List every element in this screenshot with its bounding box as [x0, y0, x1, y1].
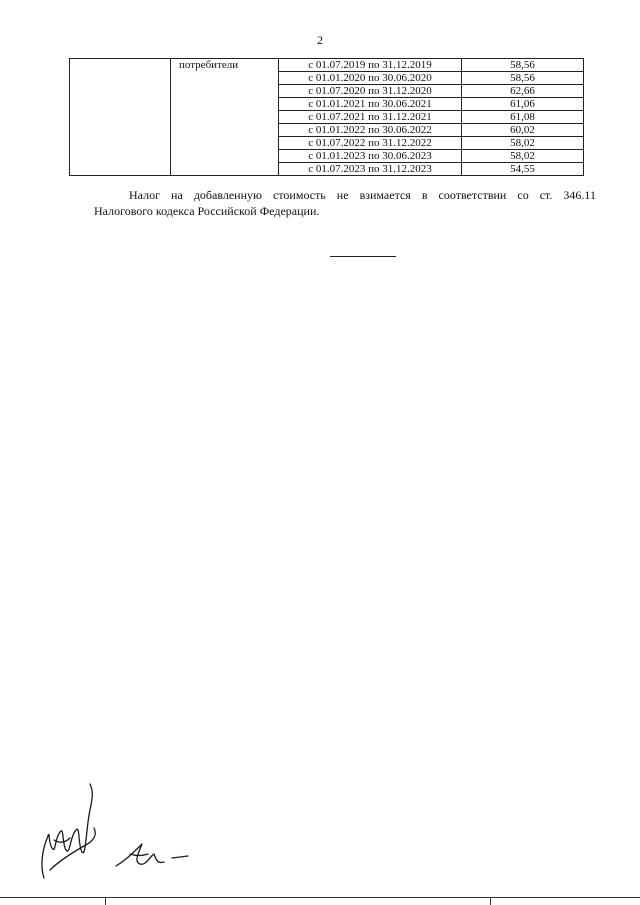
tariff-value-cell: 61,08 — [462, 111, 584, 124]
vat-note-line-1: Налог на добавленную стоимость не взимается в соответствии со ст. 346.11 — [129, 188, 596, 202]
empty-cell — [70, 59, 171, 176]
period-cell: с 01.07.2022 по 31.12.2022 — [279, 137, 462, 150]
vat-note — [94, 187, 596, 219]
tariff-value-cell: 62,66 — [462, 85, 584, 98]
tariff-value-cell: 58,02 — [462, 137, 584, 150]
tariff-value-cell: 61,06 — [462, 98, 584, 111]
separator-line — [330, 256, 396, 257]
period-cell: с 01.01.2020 по 30.06.2020 — [279, 72, 462, 85]
period-cell: с 01.07.2019 по 31.12.2019 — [279, 59, 462, 72]
consumer-group-cell: потребители — [171, 59, 279, 176]
tariff-table — [69, 58, 584, 176]
tariff-value-cell: 60,02 — [462, 124, 584, 137]
period-cell: с 01.07.2020 по 31.12.2020 — [279, 85, 462, 98]
tariff-table-body — [70, 59, 584, 176]
tariff-value-cell: 58,56 — [462, 72, 584, 85]
period-cell: с 01.01.2023 по 30.06.2023 — [279, 150, 462, 163]
vat-note-line-2: Налогового кодекса Российской Федерации. — [94, 204, 320, 218]
period-cell: с 01.07.2023 по 31.12.2023 — [279, 163, 462, 176]
footer-tick — [105, 897, 106, 905]
footer-tick — [490, 897, 491, 905]
footer-rule — [0, 897, 640, 898]
page-number: 2 — [317, 33, 323, 47]
period-cell: с 01.07.2021 по 31.12.2021 — [279, 111, 462, 124]
signature-image — [30, 770, 230, 890]
table-row — [70, 59, 584, 72]
period-cell: с 01.01.2021 по 30.06.2021 — [279, 98, 462, 111]
tariff-value-cell: 58,56 — [462, 59, 584, 72]
tariff-value-cell: 58,02 — [462, 150, 584, 163]
tariff-value-cell: 54,55 — [462, 163, 584, 176]
period-cell: с 01.01.2022 по 30.06.2022 — [279, 124, 462, 137]
